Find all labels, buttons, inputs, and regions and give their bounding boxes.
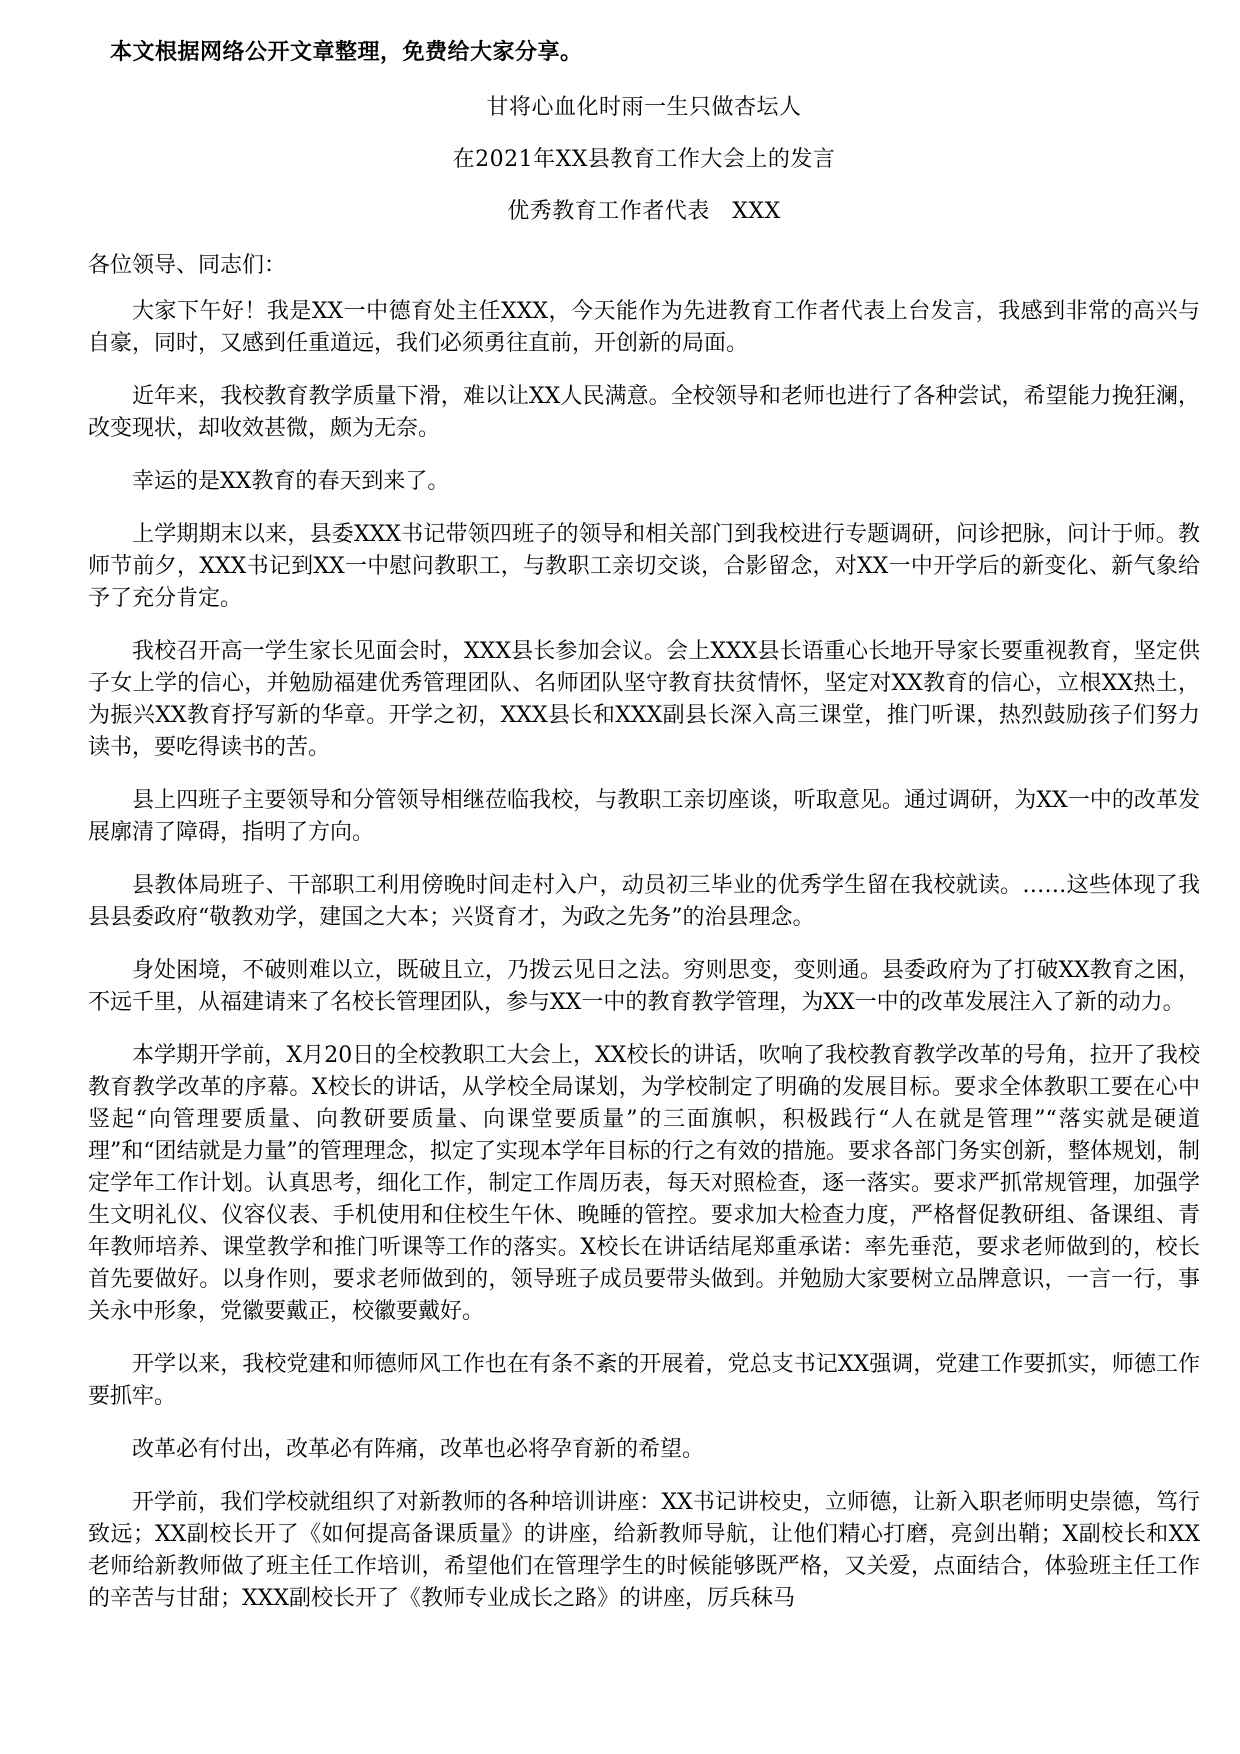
share-notice: 本文根据网络公开文章整理，免费给大家分享。 <box>110 40 583 65</box>
paragraph-4: 上学期期末以来，县委XXX书记带领四班子的领导和相关部门到我校进行专题调研，问诊把脉，问计于师。教师节前夕，XXX书记到XX一中慰问教职工，与教职工亲切交谈，合影留念，对XX一中开学后的新变化、新气象给予了充分肯定。 <box>88 522 1200 611</box>
speech-body <box>88 296 1200 1636</box>
paragraph-7: 县教体局班子、干部职工利用傍晚时间走村入户，动员初三毕业的优秀学生留在我校就读。……这些体现了我县县委政府“敬教劝学，建国之大本；兴贤育才，为政之先务”的治县理念。 <box>88 873 1200 930</box>
paragraph-1: 大家下午好！我是XX一中德育处主任XXX，今天能作为先进教育工作者代表上台发言，我感到非常的高兴与自豪，同时，又感到任重道远，我们必须勇往直前，开创新的局面。 <box>88 299 1200 356</box>
paragraph-8: 身处困境，不破则难以立，既破且立，乃拨云见日之法。穷则思变，变则通。县委政府为了打破XX教育之困，不远千里，从福建请来了名校长管理团队，参与XX一中的教育教学管理，为XX一中的改革发展注入了新的动力。 <box>88 958 1200 1015</box>
paragraph-3: 幸运的是XX教育的春天到来了。 <box>132 469 450 494</box>
salutation: 各位领导、同志们： <box>88 253 287 278</box>
speaker-line: 优秀教育工作者代表 XXX <box>507 199 781 224</box>
speech-title: 甘将心血化时雨一生只做杏坛人 <box>486 95 802 120</box>
paragraph-5: 我校召开高一学生家长见面会时，XXX县长参加会议。会上XXX县长语重心长地开导家长要重视教育，坚定供子女上学的信心，并勉励福建优秀管理团队、名师团队坚守教育扶贫情怀，坚定对XX教育的信心，立根XX热土，为振兴XX教育抒写新的华章。开学之初，XXX县长和XXX副县长深入高三课堂，推门听课，热烈鼓励孩子们努力读书，要吃得读书的苦。 <box>88 639 1200 760</box>
paragraph-10: 开学以来，我校党建和师德师风工作也在有条不紊的开展着，党总支书记XX强调，党建工作要抓实，师德工作要抓牢。 <box>88 1352 1200 1409</box>
speech-subtitle: 在2021年XX县教育工作大会上的发言 <box>452 147 836 172</box>
paragraph-6: 县上四班子主要领导和分管领导相继莅临我校，与教职工亲切座谈，听取意见。通过调研，为XX一中的改革发展廓清了障碍，指明了方向。 <box>88 788 1200 845</box>
paragraph-12: 开学前，我们学校就组织了对新教师的各种培训讲座：XX书记讲校史，立师德，让新入职老师明史崇德，笃行致远；XX副校长开了《如何提高备课质量》的讲座，给新教师导航，让他们精心打磨，亮剑出鞘；X副校长和XX老师给新教师做了班主任工作培训，希望他们在管理学生的时候能够既严格，又关爱，点面结合，体验班主任工作的辛苦与甘甜；XXX副校长开了《教师专业成长之路》的讲座，厉兵秣马 <box>88 1490 1200 1611</box>
paragraph-9: 本学期开学前，X月20日的全校教职工大会上，XX校长的讲话，吹响了我校教育教学改革的号角，拉开了我校教育教学改革的序幕。X校长的讲话，从学校全局谋划，为学校制定了明确的发展目标。要求全体教职工要在心中竖起“向管理要质量、向教研要质量、向课堂要质量”的三面旗帜，积极践行“人在就是管理”“落实就是硬道理”和“团结就是力量”的管理理念，拟定了实现本学年目标的行之有效的措施。要求各部门务实创新，整体规划，制定学年工作计划。认真思考，细化工作，制定工作周历表，每天对照检查，逐一落实。要求严抓常规管理，加强学生文明礼仪、仪容仪表、手机使用和住校生午休、晚睡的管控。要求加大检查力度，严格督促教研组、备课组、青年教师培养、课堂教学和推门听课等工作的落实。X校长在讲话结尾郑重承诺：率先垂范，要求老师做到的，校长首先要做好。以身作则，要求老师做到的，领导班子成员要带头做到。并勉励大家要树立品牌意识，一言一行，事关永中形象，党徽要戴正，校徽要戴好。 <box>88 1043 1200 1324</box>
paragraph-2: 近年来，我校教育教学质量下滑，难以让XX人民满意。全校领导和老师也进行了各种尝试，希望能力挽狂澜，改变现状，却收效甚微，颇为无奈。 <box>88 384 1200 441</box>
paragraph-11: 改革必有付出，改革必有阵痛，改革也必将孕育新的希望。 <box>132 1437 705 1462</box>
